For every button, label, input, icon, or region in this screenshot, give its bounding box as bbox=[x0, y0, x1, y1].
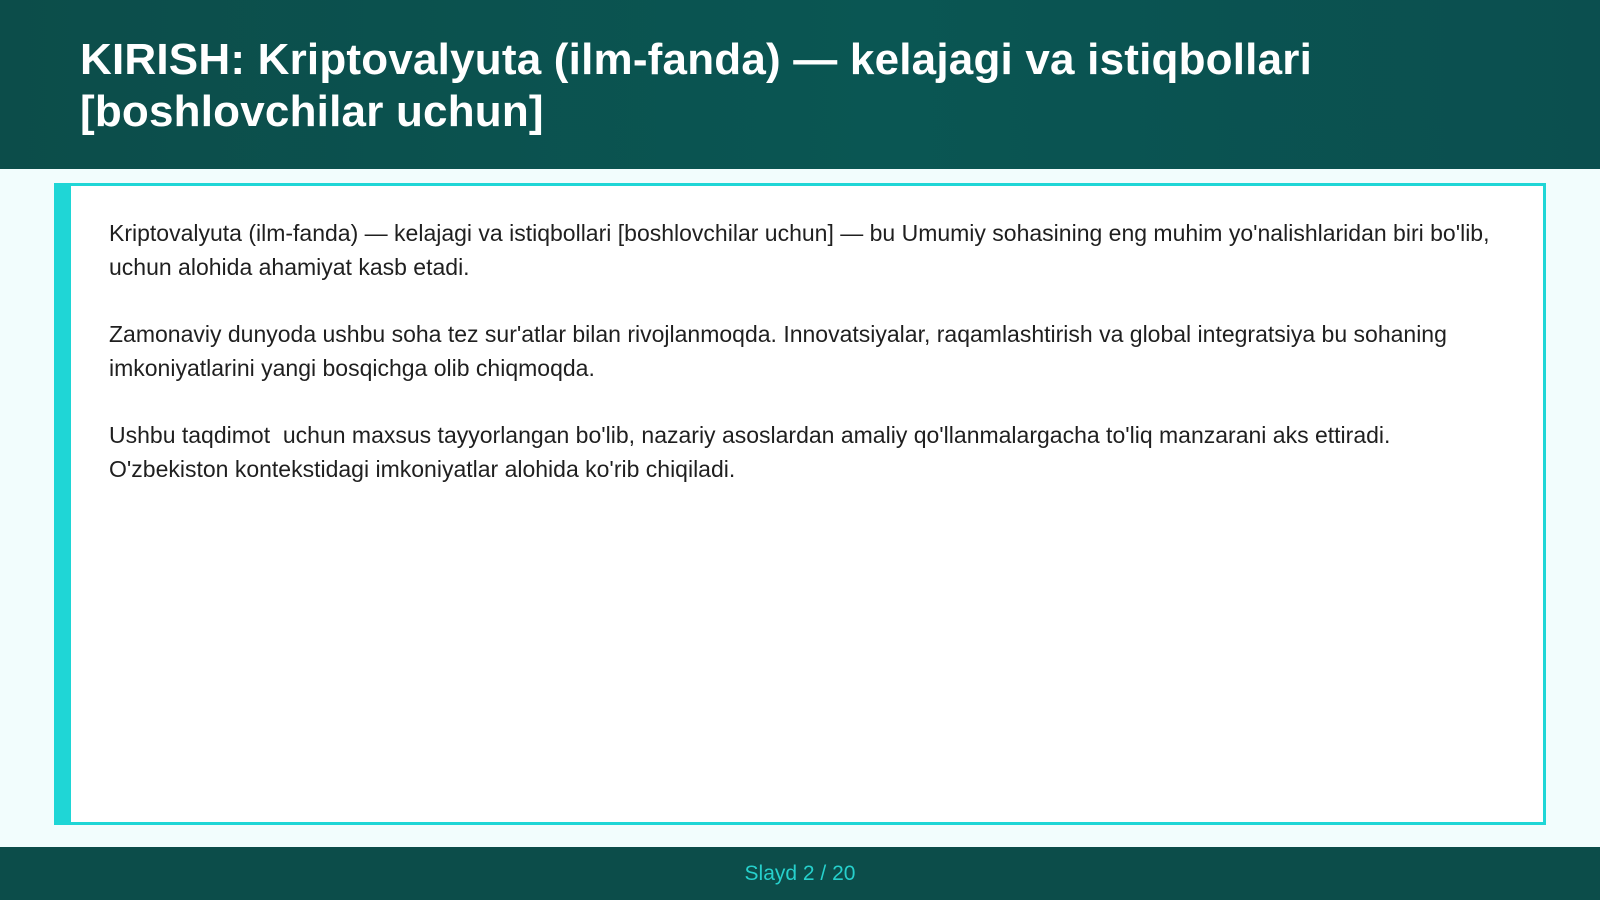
paragraph-1: Kriptovalyuta (ilm-fanda) — kelajagi va istiqbollari [boshlovchilar uchun] — bu Umumiy sohasining eng muhim yo'nalishlaridan biri bo'lib, uchun alohida ahamiyat kasb etadi. bbox=[109, 220, 1503, 280]
slide-counter: Slayd 2 / 20 bbox=[744, 861, 856, 885]
content-card bbox=[54, 183, 1546, 825]
slide-title: KIRISH: Kriptovalyuta (ilm-fanda) — kelajagi va istiqbollari [boshlovchilar uchun] bbox=[80, 35, 1313, 136]
paragraph-3: Ushbu taqdimot uchun maxsus tayyorlangan bo'lib, nazariy asoslardan amaliy qo'llanmalargacha to'liq manzarani aks ettiradi. O'zbekiston kontekstidagi imkoniyatlar alohida ko'rib chiqiladi. bbox=[109, 422, 1397, 482]
slide-header bbox=[0, 0, 1600, 169]
slide-footer bbox=[0, 847, 1600, 900]
paragraph-2: Zamonaviy dunyoda ushbu soha tez sur'atlar bilan rivojlanmoqda. Innovatsiyalar, raqamlashtirish va global integratsiya bu sohaning imkoniyatlarini yangi bosqichga olib chiqmoqda. bbox=[109, 321, 1454, 381]
